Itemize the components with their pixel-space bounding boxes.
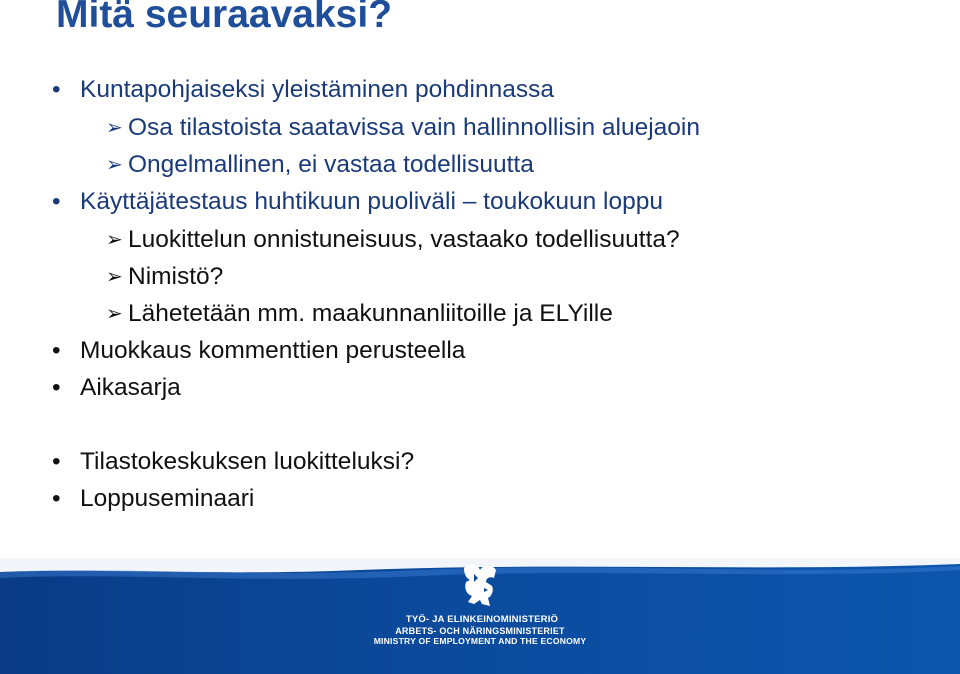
bullet-marker: • [52, 448, 61, 475]
bullet-marker: • [52, 76, 61, 103]
org-name-english: MINISTRY OF EMPLOYMENT AND THE ECONOMY [373, 636, 587, 646]
list-item-text: Lähetetään mm. maakunnanliitoille ja ELYille [128, 300, 613, 327]
list-item-text: Loppuseminaari [80, 485, 255, 512]
list-item [52, 447, 414, 477]
list-item-text: Tilastokeskuksen luokitteluksi? [80, 448, 415, 475]
list-item-text: Ongelmallinen, ei vastaa todellisuutta [128, 151, 534, 178]
list-item [106, 150, 534, 180]
list-item-text: Aikasarja [80, 374, 181, 401]
list-item [106, 113, 700, 143]
list-item [52, 336, 465, 366]
list-item-text: Osa tilastoista saatavissa vain hallinnollisin aluejaoin [128, 114, 700, 141]
list-item-text: Kuntapohjaiseksi yleistäminen pohdinnassa [80, 76, 554, 103]
bullet-marker: • [52, 485, 61, 512]
list-item-text: Käyttäjätestaus huhtikuun puoliväli – toukokuun loppu [80, 188, 663, 215]
list-item [106, 225, 680, 255]
list-item [52, 187, 663, 217]
list-item [52, 75, 554, 105]
footer-banner [0, 558, 960, 674]
org-name-swedish: ARBETS- OCH NÄRINGSMINISTERIET [395, 626, 565, 636]
arrow-bullet-icon: ➢ [106, 303, 123, 325]
arrow-bullet-icon: ➢ [106, 117, 123, 139]
bullet-marker: • [52, 374, 61, 401]
slide-title: Mitä seuraavaksi? [56, 0, 393, 36]
bullet-marker: • [52, 337, 61, 364]
list-item-text: Muokkaus kommenttien perusteella [80, 337, 466, 364]
list-item-text: Luokittelun onnistuneisuus, vastaako todellisuutta? [128, 226, 680, 253]
list-item [106, 299, 613, 329]
arrow-bullet-icon: ➢ [106, 229, 123, 251]
arrow-bullet-icon: ➢ [106, 266, 123, 288]
org-name-finnish: TYÖ- JA ELINKEINOMINISTERIÖ [405, 614, 559, 625]
arrow-bullet-icon: ➢ [106, 154, 123, 176]
list-item [52, 373, 181, 403]
list-item-text: Nimistö? [128, 263, 224, 290]
bullet-marker: • [52, 188, 61, 215]
list-item [52, 484, 254, 514]
finnish-lion-emblem-icon [460, 560, 500, 610]
list-item [106, 262, 223, 292]
